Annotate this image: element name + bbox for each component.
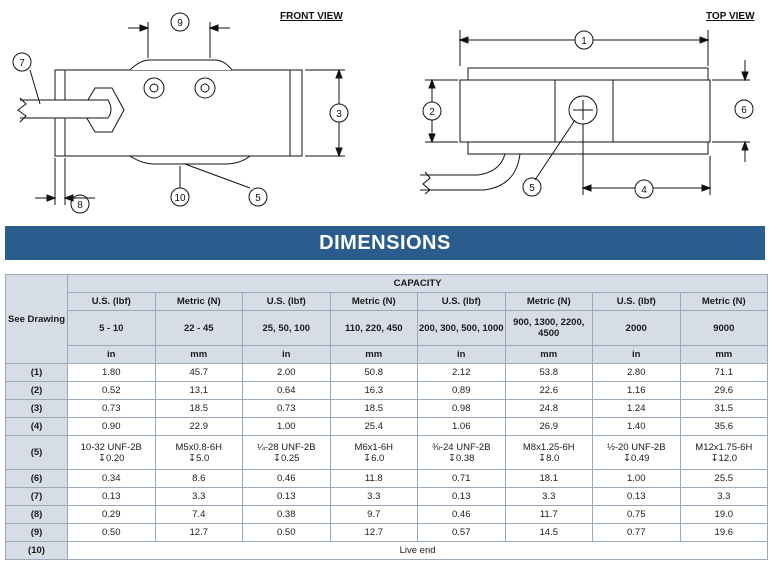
unit-system-header: U.S. (lbf) [68, 293, 156, 311]
row-label: (5) [6, 436, 68, 470]
table-cell: 45.7 [155, 364, 243, 382]
table-cell: 22.6 [505, 382, 593, 400]
row-label: (7) [6, 488, 68, 506]
thread-spec-cell [155, 436, 243, 470]
table-cell: 8.6 [155, 470, 243, 488]
row-label: (6) [6, 470, 68, 488]
table-row [6, 524, 768, 542]
table-cell: 18.5 [155, 400, 243, 418]
table-cell: 2.12 [418, 364, 506, 382]
table-cell: 2.00 [243, 364, 331, 382]
table-cell: 0.89 [418, 382, 506, 400]
table-cell: 3.3 [505, 488, 593, 506]
table-cell: 35.6 [680, 418, 768, 436]
callout-7: 7 [19, 58, 25, 69]
table-cell: 0.90 [68, 418, 156, 436]
callout-5-front: 5 [255, 193, 261, 204]
table-cell: 0.77 [593, 524, 681, 542]
table-cell: 0.13 [593, 488, 681, 506]
row-label: (2) [6, 382, 68, 400]
table-cell: 24.8 [505, 400, 593, 418]
table-cell: 11.8 [330, 470, 418, 488]
thread-spec-cell [505, 436, 593, 470]
table-cell: 1.24 [593, 400, 681, 418]
thread-spec-cell [330, 436, 418, 470]
table-cell: 1.06 [418, 418, 506, 436]
capacity-range: 5 - 10 [68, 311, 156, 346]
table-cell: 0.13 [418, 488, 506, 506]
row-label: (9) [6, 524, 68, 542]
table-cell: 50.8 [330, 364, 418, 382]
table-cell: 19.0 [680, 506, 768, 524]
units-header-row [6, 293, 768, 311]
thread-size: ¼-28 UNF-2B [256, 441, 316, 453]
length-unit: mm [505, 346, 593, 364]
thread-depth: ↧0.49 [623, 452, 650, 464]
table-cell: 25.5 [680, 470, 768, 488]
technical-drawings [0, 0, 770, 222]
live-end-note: Live end [68, 542, 768, 560]
callout-8: 8 [77, 200, 83, 211]
thread-spec-cell [68, 436, 156, 470]
table-cell: 26.9 [505, 418, 593, 436]
table-cell: 11.7 [505, 506, 593, 524]
table-cell: 0.75 [593, 506, 681, 524]
table-row [6, 470, 768, 488]
table-cell: 0.46 [243, 470, 331, 488]
table-row [6, 488, 768, 506]
table-cell: 25.4 [330, 418, 418, 436]
capacity-range: 9000 [680, 311, 768, 346]
table-cell: 0.34 [68, 470, 156, 488]
thread-depth: ↧8.0 [538, 452, 560, 464]
thread-depth: ↧12.0 [710, 452, 738, 464]
table-row [6, 506, 768, 524]
thread-spec-cell [243, 436, 331, 470]
thread-size: 10-32 UNF-2B [80, 441, 142, 453]
table-cell: 0.64 [243, 382, 331, 400]
thread-spec-cell [680, 436, 768, 470]
thread-size: ½-20 UNF-2B [606, 441, 666, 453]
see-drawing-label: See Drawing [6, 275, 68, 364]
thread-size: M12x1.75-6H [695, 441, 753, 453]
table-cell: 1.00 [243, 418, 331, 436]
table-cell: 0.73 [68, 400, 156, 418]
thread-size: M6x1-6H [354, 441, 394, 453]
length-unit: in [593, 346, 681, 364]
row-label: (8) [6, 506, 68, 524]
table-cell: 1.80 [68, 364, 156, 382]
table-cell: 71.1 [680, 364, 768, 382]
length-unit: in [243, 346, 331, 364]
table-row [6, 436, 768, 470]
table-row [6, 364, 768, 382]
thread-size: ⅜-24 UNF-2B [431, 441, 491, 453]
length-units-row [6, 346, 768, 364]
table-cell: 12.7 [330, 524, 418, 542]
thread-depth: ↧6.0 [363, 452, 385, 464]
table-cell: 0.57 [418, 524, 506, 542]
capacity-range: 110, 220, 450 [330, 311, 418, 346]
unit-system-header: Metric (N) [330, 293, 418, 311]
table-cell: 0.50 [243, 524, 331, 542]
table-cell: 9.7 [330, 506, 418, 524]
capacity-range: 22 - 45 [155, 311, 243, 346]
table-cell: 14.5 [505, 524, 593, 542]
front-view-label: FRONT VIEW [280, 11, 343, 22]
table-cell: 2.80 [593, 364, 681, 382]
length-unit: in [68, 346, 156, 364]
callout-9: 9 [177, 18, 183, 29]
capacity-range: 200, 300, 500, 1000 [418, 311, 506, 346]
table-row [6, 382, 768, 400]
table-cell: 0.38 [243, 506, 331, 524]
table-cell: 0.71 [418, 470, 506, 488]
table-cell: 1.16 [593, 382, 681, 400]
capacity-range: 25, 50, 100 [243, 311, 331, 346]
unit-system-header: U.S. (lbf) [243, 293, 331, 311]
callout-3: 3 [336, 109, 342, 120]
callout-10: 10 [174, 193, 186, 204]
thread-size: M5x0.8-6H [175, 441, 222, 453]
callout-4: 4 [641, 185, 647, 196]
callout-1: 1 [581, 36, 587, 47]
table-cell: 3.3 [155, 488, 243, 506]
thread-spec-cell [418, 436, 506, 470]
table-cell: 3.3 [680, 488, 768, 506]
thread-depth: ↧0.25 [273, 452, 300, 464]
row-label: (10) [6, 542, 68, 560]
table-cell: 0.13 [68, 488, 156, 506]
thread-size: M8x1.25-6H [522, 441, 575, 453]
table-cell: 0.52 [68, 382, 156, 400]
table-cell: 53.8 [505, 364, 593, 382]
callout-6: 6 [741, 105, 747, 116]
capacity-header-row [6, 275, 768, 293]
length-unit: mm [680, 346, 768, 364]
thread-spec-cell [593, 436, 681, 470]
unit-system-header: U.S. (lbf) [418, 293, 506, 311]
unit-system-header: Metric (N) [155, 293, 243, 311]
table-cell: 1.00 [593, 470, 681, 488]
dimensions-table [5, 274, 768, 560]
row-label: (1) [6, 364, 68, 382]
table-cell: 7.4 [155, 506, 243, 524]
top-view-label: TOP VIEW [706, 11, 755, 22]
table-cell: 13.1 [155, 382, 243, 400]
table-cell: 0.98 [418, 400, 506, 418]
table-cell: 0.46 [418, 506, 506, 524]
callout-5-top: 5 [529, 183, 535, 194]
top-view-drawing [420, 11, 755, 198]
table-cell: 0.13 [243, 488, 331, 506]
thread-depth: ↧0.38 [448, 452, 475, 464]
table-cell: 1.40 [593, 418, 681, 436]
length-unit: mm [330, 346, 418, 364]
capacity-header: CAPACITY [68, 275, 768, 293]
capacity-range: 2000 [593, 311, 681, 346]
table-cell: 18.5 [330, 400, 418, 418]
row-label: (4) [6, 418, 68, 436]
table-row [6, 400, 768, 418]
unit-system-header: Metric (N) [680, 293, 768, 311]
table-cell: 19.6 [680, 524, 768, 542]
length-unit: mm [155, 346, 243, 364]
table-cell: 0.50 [68, 524, 156, 542]
dimensions-banner: DIMENSIONS [5, 226, 765, 260]
table-cell: 31.5 [680, 400, 768, 418]
table-row [6, 542, 768, 560]
unit-system-header: Metric (N) [505, 293, 593, 311]
table-cell: 16.3 [330, 382, 418, 400]
front-view-drawing [13, 11, 348, 213]
table-cell: 12.7 [155, 524, 243, 542]
callout-2: 2 [429, 107, 435, 118]
table-cell: 0.29 [68, 506, 156, 524]
row-label: (3) [6, 400, 68, 418]
table-cell: 3.3 [330, 488, 418, 506]
thread-depth: ↧5.0 [188, 452, 210, 464]
table-cell: 29.6 [680, 382, 768, 400]
thread-depth: ↧0.20 [98, 452, 125, 464]
table-cell: 18.1 [505, 470, 593, 488]
capacity-range: 900, 1300, 2200, 4500 [505, 311, 593, 346]
table-row [6, 418, 768, 436]
table-cell: 22.9 [155, 418, 243, 436]
unit-system-header: U.S. (lbf) [593, 293, 681, 311]
table-cell: 0.73 [243, 400, 331, 418]
capacity-ranges-row [6, 311, 768, 346]
length-unit: in [418, 346, 506, 364]
